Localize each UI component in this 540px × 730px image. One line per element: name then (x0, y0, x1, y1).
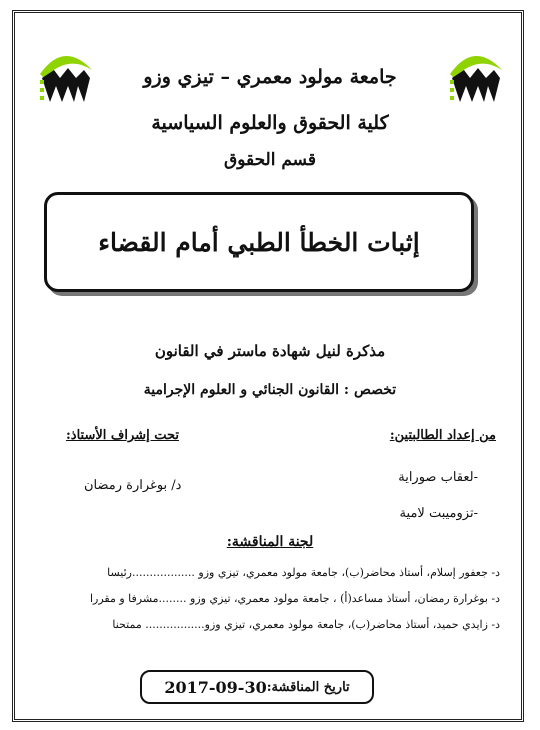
university-name: جامعة مولود معمري – تيزي وزو (143, 66, 397, 88)
faculty-name: كلية الحقوق والعلوم السياسية (151, 112, 389, 134)
title-box (44, 192, 474, 292)
students-label: من إعداد الطالبتين: (389, 428, 496, 443)
defense-date-label: تاريخ المناقشة: (266, 679, 350, 695)
student-name: -تزوميبت لامية (399, 506, 478, 521)
memo-subtitle: مذكرة لنيل شهادة ماستر في القانون (154, 342, 386, 360)
defense-date: 2017-09-30 (164, 677, 267, 697)
supervisor-label: تحت إشراف الأستاذ: (66, 428, 179, 443)
supervisor-name: د/ بوغرارة رمضان (84, 478, 182, 493)
jury-member: د- زايدي حميد، أستاذ محاضر(ب)، جامعة مولود معمري، تيزي وزو................. ممتحنا (112, 618, 500, 631)
jury-member: د- بوغرارة رمضان، أستاذ مساعد(أ) ، جامعة مولود معمري، تيزي وزو ........مشرفا و مقررا (89, 592, 500, 605)
department-name: قسم الحقوق (224, 150, 316, 170)
thesis-title: إثبات الخطأ الطبي أمام القضاء (98, 227, 420, 257)
jury-member: د- جعفور إسلام، أستاذ محاضر(ب)، جامعة مولود معمري، تيزي وزو ..................رئيسا (107, 566, 500, 579)
jury-label: لجنة المناقشة: (226, 534, 314, 550)
defense-date-box (140, 670, 374, 704)
student-name: -لعقاب صوراية (398, 470, 478, 485)
specialty: تخصص : القانون الجنائي و العلوم الإجرامية (143, 382, 397, 398)
